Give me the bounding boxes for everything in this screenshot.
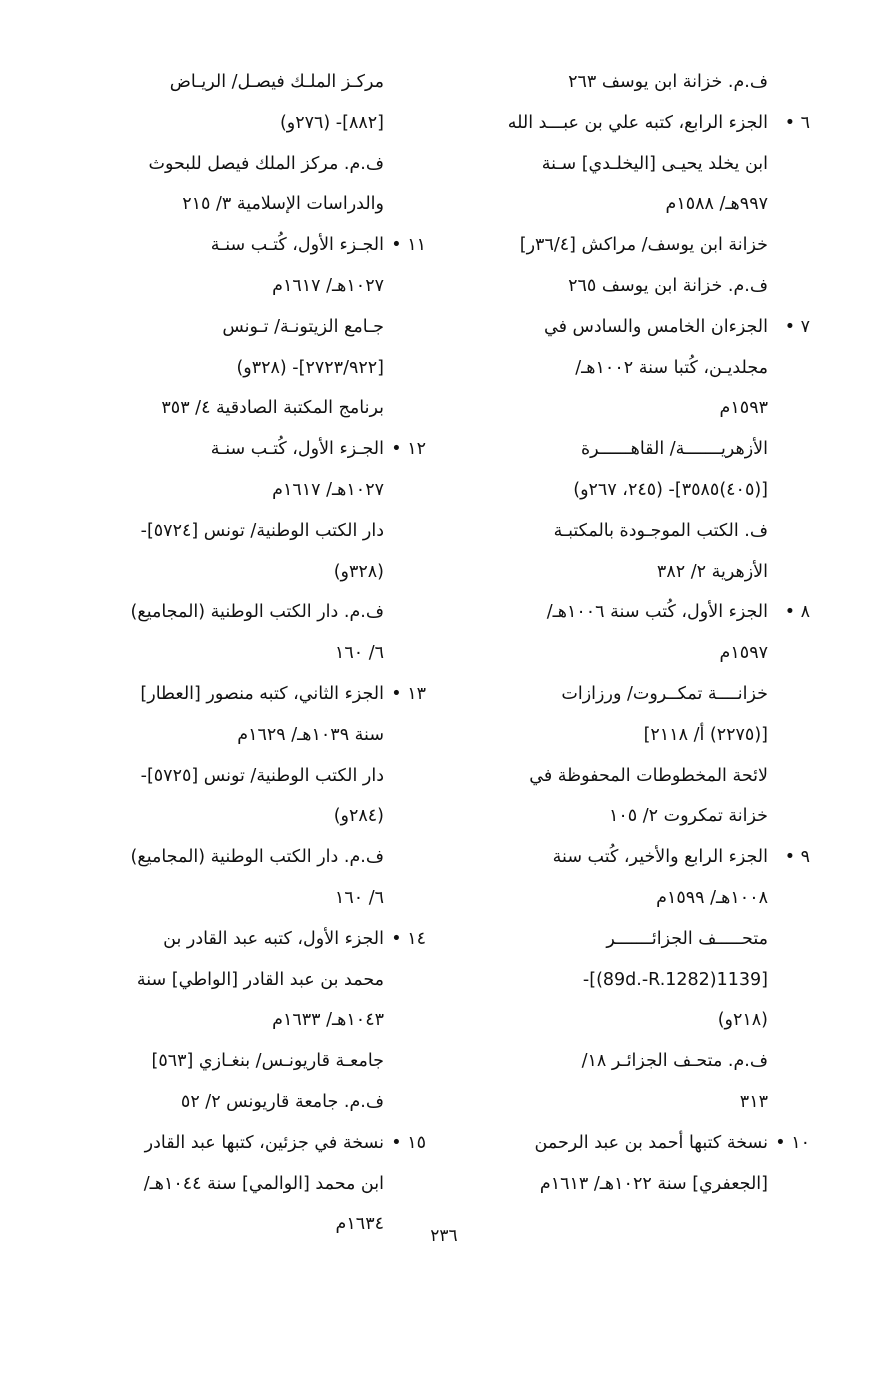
text-line [470,144,810,185]
line-text: خزانة تمكروت ٢/ ١٠٥ [608,806,768,827]
line-text: الجزء الرابع، كتبه علي بن عبـــد الله [507,112,768,133]
line-text: خزانة ابن يوسف/ مراكش [٣٦/٤ر] [519,235,768,256]
page-number: ٢٣٦ [430,1226,458,1246]
line-text: (٢١٨و) [717,1010,768,1031]
line-text: ٦/ ١٦٠ [334,643,384,664]
text-line [86,266,426,307]
line-text: ابن محمد [الوالمي] سنة ١٠٤٤هـ/ [143,1173,384,1194]
line-text: ١٠٢٧هـ/ ١٦١٧م [272,479,384,500]
text-line [470,184,810,225]
text-line [470,388,810,429]
entry-first-line [470,103,810,144]
text-line [86,103,426,144]
text-line [470,348,810,389]
line-text: (٣٢٨و) [333,561,384,582]
text-line [86,470,426,511]
entry-first-line [86,429,426,470]
line-text: الجـزء الأول، كُتـب سنـة [210,439,384,460]
right-column [470,62,810,1204]
line-text: الجـزء الأول، كُتـب سنـة [210,235,384,256]
text-line [470,511,810,552]
line-text: دار الكتب الوطنية/ تونس [٥٧٢٥]- [140,765,384,786]
line-text: ٣١٣ [739,1091,768,1112]
entry-number: ١٤ • [391,928,426,949]
line-text: الأزهريـــــــة/ القاهــــــرة [581,439,768,460]
line-text: ف. الكتب الموجـودة بالمكتبـة [553,520,768,541]
line-text: ابن يخلد يحيـى [اليخلـدي] سـنة [541,153,768,174]
text-line [86,1000,426,1041]
line-text: ٦/ ١٦٠ [334,887,384,908]
line-text: [الجعفري] سنة ١٠٢٢هـ/ ١٦١٣م [539,1173,768,1194]
line-text: ف.م. خزانة ابن يوسف ٢٦٣ [568,72,768,92]
entry-first-line [86,1123,426,1164]
text-line [86,756,426,797]
text-line [86,1164,426,1205]
text-line [470,1082,810,1123]
line-text: ١٠٠٨هـ/ ١٥٩٩م [656,887,768,908]
entry-number: ١٥ • [391,1132,426,1153]
entry-number: ١٣ • [391,683,426,704]
entry-first-line [86,919,426,960]
text-line [86,1041,426,1082]
entry-number: ٨ • [784,602,810,623]
entry-number: ١٠ • [775,1132,810,1153]
text-line [470,715,810,756]
entry-first-line [86,674,426,715]
text-line [470,960,810,1001]
text-line [470,796,810,837]
text-line [86,878,426,919]
text-line [470,266,810,307]
text-line [470,552,810,593]
line-text: دار الكتب الوطنية/ تونس [٥٧٢٤]- [140,520,384,541]
text-line [86,837,426,878]
entry-number: ٦ • [784,112,810,133]
line-text: ف.م. جامعة قاريونس ٢/ ٥٢ [180,1091,384,1112]
line-text: الجزء الأول، كُتب سنة ١٠٠٦هـ/ [546,602,768,623]
line-text: خزانــــة تمكــروت/ ورزازات [561,683,768,704]
line-text: برنامج المكتبة الصادقية ٤/ ٣٥٣ [161,398,384,419]
text-line [86,62,426,103]
line-text: الجزء الرابع والأخير، كُتب سنة [552,847,768,868]
text-line [470,1000,810,1041]
line-text: والدراسات الإسلامية ٣/ ٢١٥ [182,194,384,215]
line-text: [(٢٢٧٥) أ/ ٢١١٨] [643,724,768,745]
line-text: ف.م. دار الكتب الوطنية (المجاميع) [130,847,384,868]
entry-number: ٧ • [784,316,810,337]
line-text: متحـــــف الجزائـــــــر [606,928,768,949]
entry-number: ٩ • [784,847,810,868]
text-line [470,225,810,266]
text-line [470,633,810,674]
text-line [86,511,426,552]
line-text: مجلديـن، كُتبا سنة ١٠٠٢هـ/ [575,357,768,378]
text-line [86,960,426,1001]
line-text: ١٠٢٧هـ/ ١٦١٧م [272,275,384,296]
line-text: ف.م. متحـف الجزائـر ١٨/ [581,1051,768,1072]
line-text: ١٠٤٣هـ/ ١٦٣٣م [272,1010,384,1031]
line-text: الجزء الثاني، كتبه منصور [العطار] [140,683,384,704]
line-text: الجزء الأول، كتبه عبد القادر بن [163,928,384,949]
text-line [470,1164,810,1205]
text-line [470,429,810,470]
line-text: محمد بن عبد القادر [الواطي] سنة [136,969,384,990]
line-text: ١٥٩٣م [719,398,768,419]
line-text: (٢٨٤و) [333,806,384,827]
line-text: نسخة في جزئين، كتبها عبد القادر [144,1132,384,1153]
line-text: [٢٧٢٣/٩٢٢]- (٣٢٨و) [236,357,384,378]
line-text: [٨٨٢]- (٢٧٦و) [279,112,384,133]
entry-first-line [86,225,426,266]
text-line [86,144,426,185]
line-text: لائحة المخطوطات المحفوظة في [529,765,768,786]
line-text: ف.م. مركز الملك فيصل للبحوث [148,153,384,174]
text-line [86,1082,426,1123]
line-text: [1139(89d.-R.1282)]- [582,969,768,990]
text-line [470,878,810,919]
text-line [470,62,810,103]
text-line [86,184,426,225]
text-line [470,1041,810,1082]
line-text: جـامع الزيتونـة/ تـونس [222,316,384,337]
line-text: مركـز الملـك فيصـل/ الريـاض [169,72,384,92]
entry-first-line [470,1123,810,1164]
text-line [86,796,426,837]
line-text: جامعـة قاريونـس/ بنغـازي [٥٦٣] [151,1051,384,1072]
left-column [86,62,426,1245]
line-text: الجزءان الخامس والسادس في [544,316,768,337]
text-line [86,592,426,633]
line-text: ١٥٩٧م [719,643,768,664]
line-text: [(٤٠٥)٣٥٨٥]- (٢٤٥، ٢٦٧و) [573,479,768,500]
entry-first-line [470,837,810,878]
text-line [470,470,810,511]
text-line [86,552,426,593]
entry-first-line [470,592,810,633]
line-text: ١٦٣٤م [335,1214,384,1235]
line-text: ف.م. خزانة ابن يوسف ٢٦٥ [568,275,768,296]
line-text: سنة ١٠٣٩هـ/ ١٦٢٩م [237,724,384,745]
line-text: ف.م. دار الكتب الوطنية (المجاميع) [130,602,384,623]
text-line [86,715,426,756]
entry-number: ١١ • [391,235,426,256]
text-line [470,919,810,960]
text-line [470,756,810,797]
text-line [86,307,426,348]
text-line [86,633,426,674]
text-line [86,348,426,389]
text-line [470,674,810,715]
line-text: ٩٩٧هـ/ ١٥٨٨م [665,194,768,215]
line-text: نسخة كتبها أحمد بن عبد الرحمن [534,1132,768,1153]
line-text: الأزهرية ٢/ ٣٨٢ [656,561,768,582]
entry-number: ١٢ • [391,439,426,460]
text-line [86,388,426,429]
entry-first-line [470,307,810,348]
